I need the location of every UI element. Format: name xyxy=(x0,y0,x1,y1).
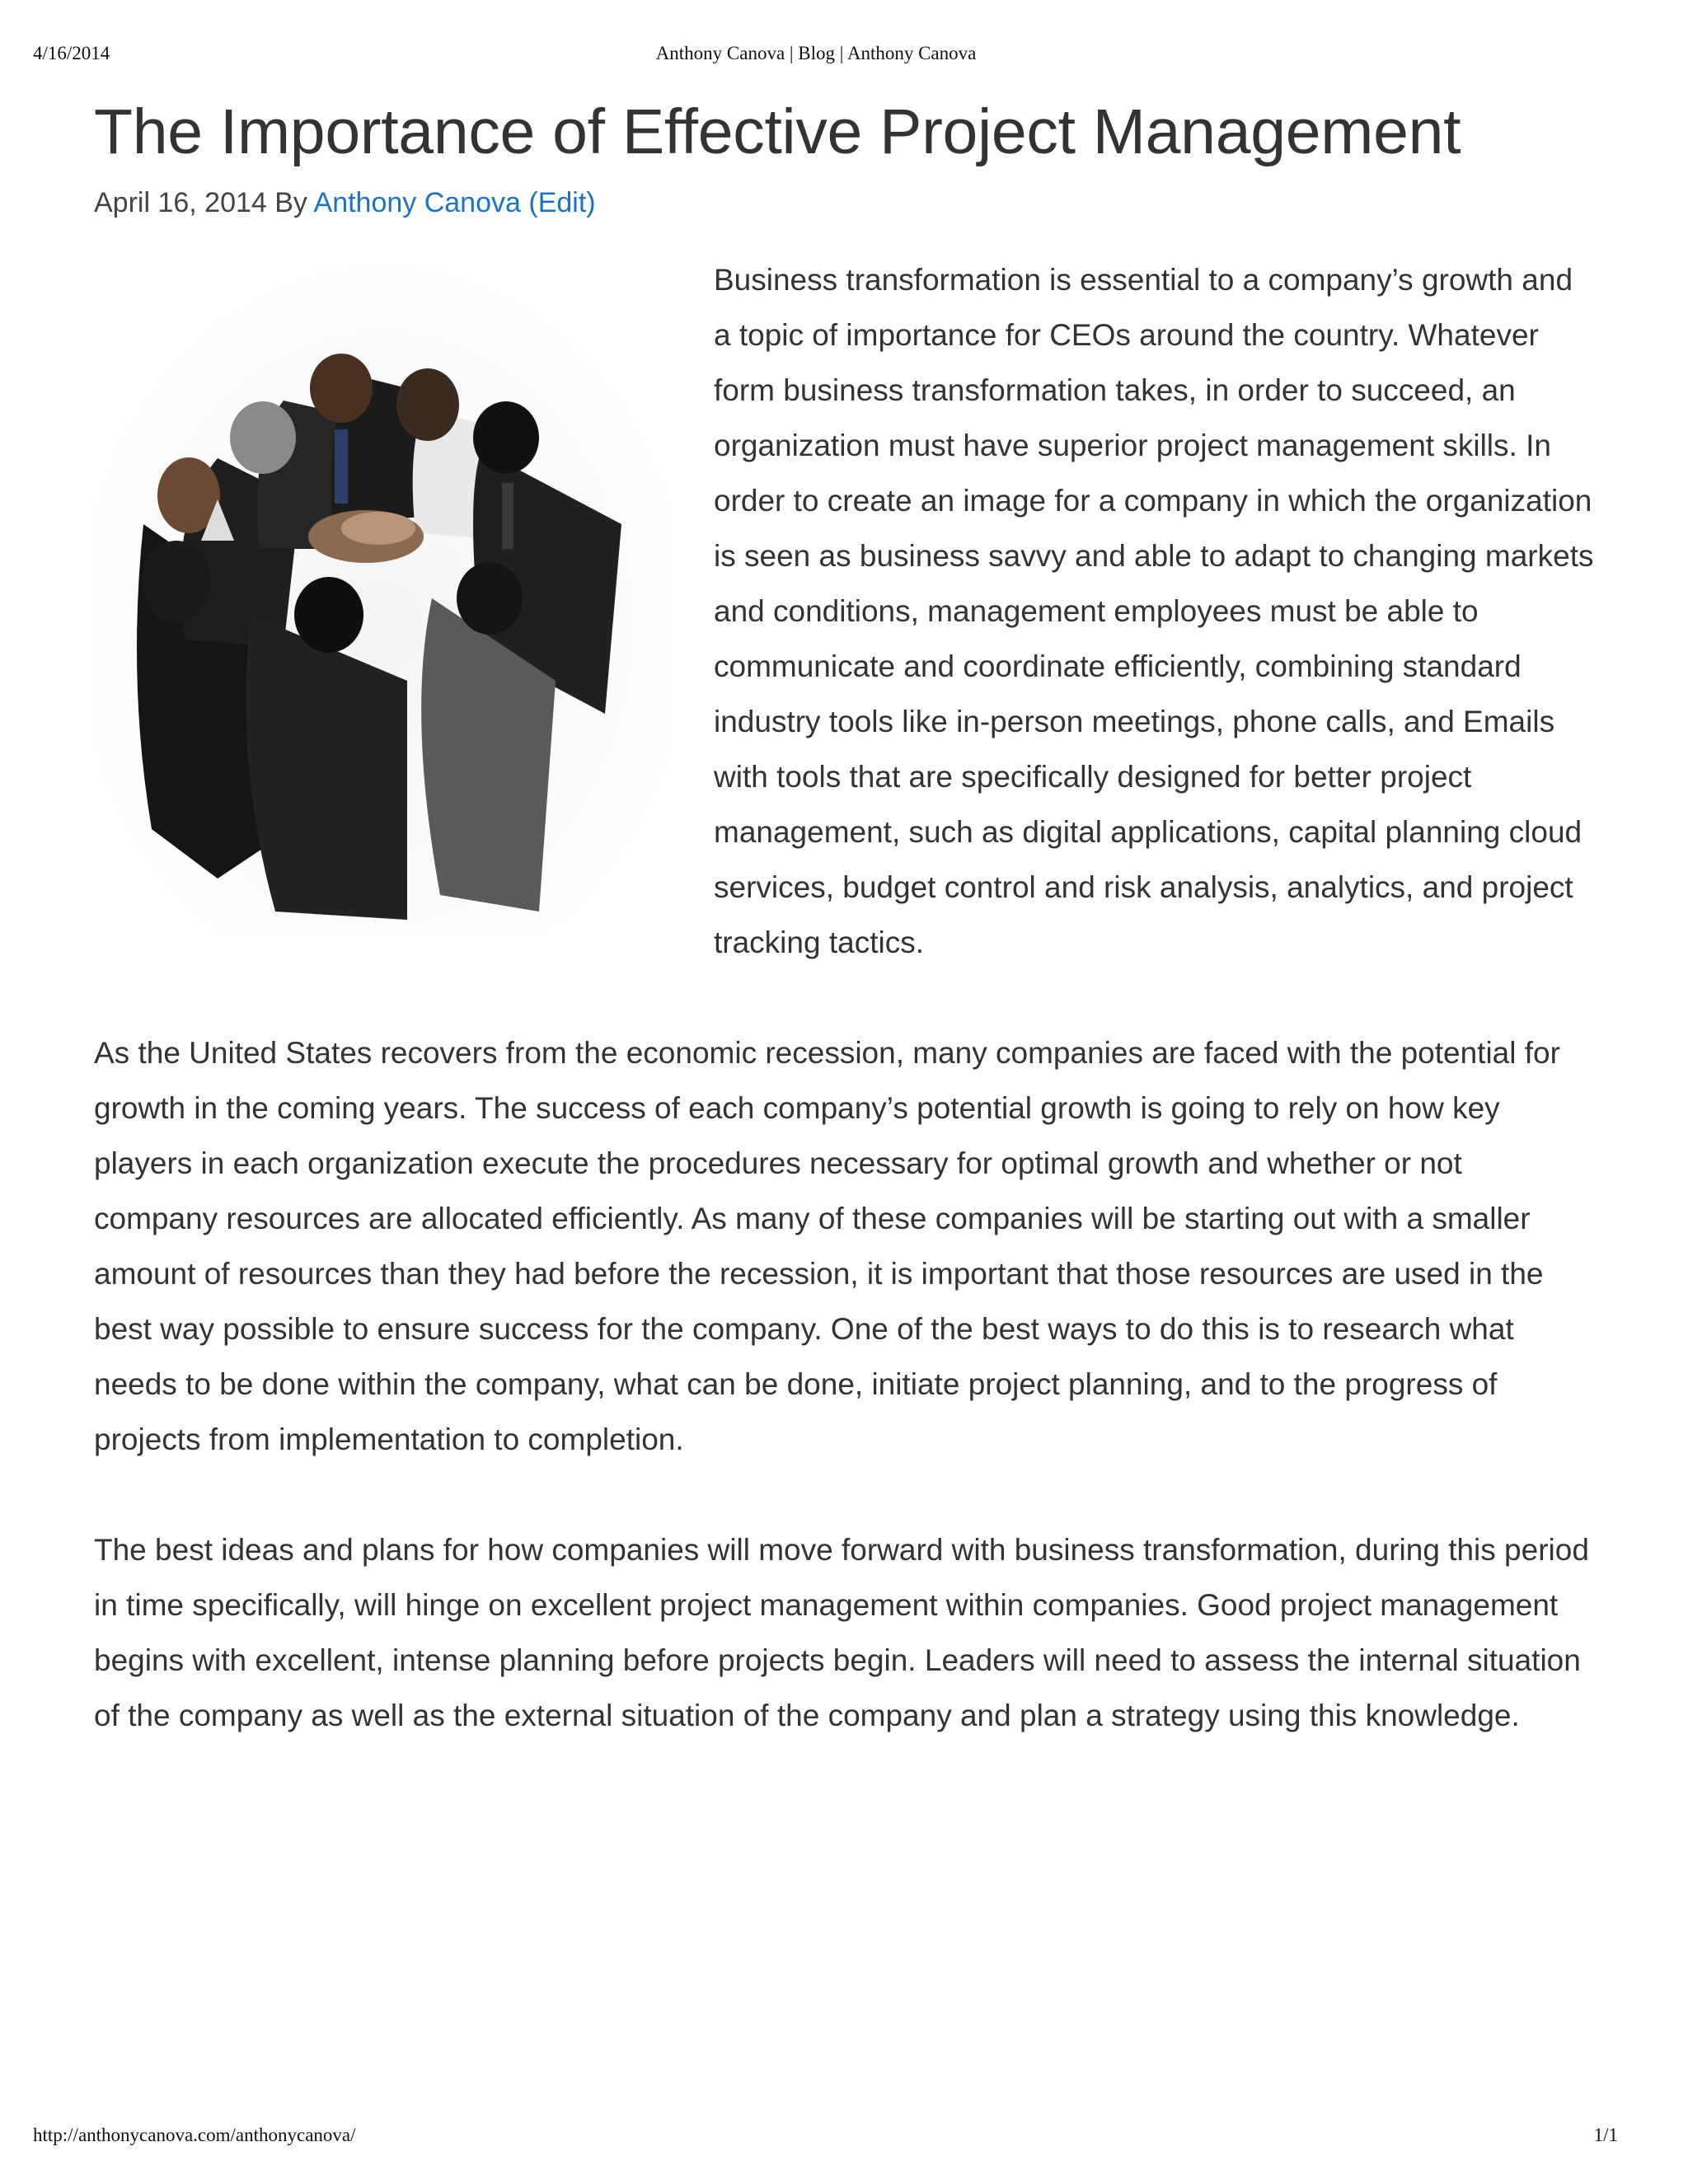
author-link[interactable]: Anthony Canova xyxy=(313,187,521,218)
article-title: The Importance of Effective Project Management xyxy=(94,96,1461,167)
article-meta xyxy=(94,185,1594,221)
print-date: 4/16/2014 xyxy=(33,43,110,63)
article-date: April 16, 2014 By xyxy=(94,187,314,218)
article-body xyxy=(94,252,1594,1743)
paragraph-2: As the United States recovers from the economic recession, many companies are faced with the potential for growth in the coming years. The success of each company’s potential growth is going to rely on how key players in each organization execute the procedures necessary for optimal growth and whether or not company resources are allocated efficiently. As many of these companies will be starting out with a smaller amount of resources than they had before the recession, it is important that those resources are used in the best way possible to ensure success for the company. One of the best ways to do this is to research what needs to be done within the company, what can be done, initiate project planning, and to the progress of projects from implementation to completion. xyxy=(94,1036,1560,1456)
print-footer xyxy=(0,2125,1688,2158)
article xyxy=(94,92,1594,1798)
team-huddle-illustration xyxy=(94,252,671,936)
paragraph-1: Business transformation is essential to a company’s growth and a topic of importance for CEOs around the country. Whatever form business transformation takes, in order to succeed, an organization must have superior project management skills. In order to create an image for a company in which the organization is seen as business savvy and able to adapt to changing markets and conditions, management employees must be able to communicate and coordinate efficiently, combining standard industry tools like in-person meetings, phone calls, and Emails with tools that are specifically designed for better project management, such as digital applications, capital planning cloud services, budget control and risk analysis, analytics, and project tracking tactics. xyxy=(714,263,1594,959)
paragraph-3: The best ideas and plans for how companies will move forward with business transformation, during this period in time specifically, will hinge on excellent project management within companies. Good project management begins with excellent, intense planning before projects begin. Leaders will need to assess the internal situation of the company as well as the external situation of the company and plan a strategy using this knowledge. xyxy=(94,1533,1589,1732)
team-huddle-photo xyxy=(94,252,671,936)
edit-link[interactable]: (Edit) xyxy=(528,187,596,218)
print-header xyxy=(0,43,1688,76)
print-page-title: Anthony Canova | Blog | Anthony Canova xyxy=(655,43,977,63)
print-url: http://anthonycanova.com/anthonycanova/ xyxy=(33,2125,356,2145)
print-page-number: 1/1 xyxy=(1593,2125,1618,2145)
